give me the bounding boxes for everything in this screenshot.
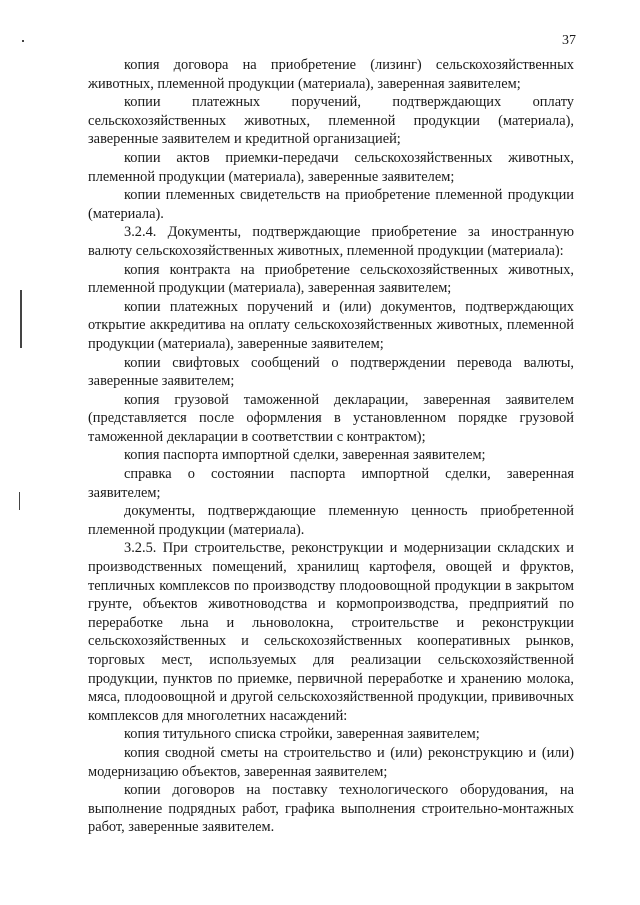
paragraph-supply-contracts: копии договоров на поставку технологического оборудования, на выполнение подрядных работ, графика выполнения строительно-монтажных работ, заверенные заявителем. (88, 782, 574, 836)
paragraph-acceptance-acts: копии актов приемки-передачи сельскохозяйственных животных, племенной продукции (материала), заверенные заявителем; (88, 149, 574, 185)
paragraph-letter-of-credit: копии платежных поручений и (или) документов, подтверждающих открытие аккредитива на оплату сельскохозяйственных животных, племенной продукции (материала), заверенные заявителем; (88, 298, 574, 352)
paragraph-section-3-2-4: 3.2.4. Документы, подтверждающие приобретение за иностранную валюту сельскохозяйственных животных, племенной продукции (материала): (88, 224, 574, 259)
paragraph-swift-messages: копии свифтовых сообщений о подтверждении перевода валюты, заверенные заявителем; (88, 354, 574, 390)
page-number: 37 (562, 33, 576, 48)
paragraph-contract-copy: копия контракта на приобретение сельскохозяйственных животных, племенной продукции (материала), заверенная заявителем; (88, 261, 574, 297)
scan-artifact-dot (22, 40, 24, 42)
paragraph-summary-estimate: копия сводной сметы на строительство и (или) реконструкцию и (или) модернизацию объектов, заверенная заявителем; (88, 744, 574, 780)
paragraph-section-3-2-5: 3.2.5. При строительстве, реконструкции и модернизации складских и производственных помещений, хранилищ картофеля, овощей и фруктов, тепличных комплексов по производству плодоовощной продукции в закрытом грунте, объектов животноводства и кормопроизводства, предприятий по переработке льна и льноволокна, строительстве и реконструкции сельскохозяйственных и сельскохозяйственных кооперативных рынков, торговых мест, используемых для реализации сельскохозяйственной продукции, пунктов по приемке, первичной переработке и хранению молока, мяса, плодоовощной и другой сельскохозяйственной продукции, прививочных комплексов для многолетних насаждений: (88, 540, 574, 724)
paragraph-import-passport: копия паспорта импортной сделки, заверенная заявителем; (124, 447, 486, 464)
paragraph-passport-status: справка о состоянии паспорта импортной сделки, заверенная заявителем; (88, 466, 574, 501)
paragraph-customs-declaration: копия грузовой таможенной декларации, заверенная заявителем (представляется после оформления в установленном порядке грузовой таможенной декларации в соответствии с контрактом); (88, 391, 574, 445)
paragraph-title-list: копия титульного списка стройки, заверенная заявителем; (124, 726, 480, 743)
scan-artifact-line (19, 492, 20, 510)
paragraph-breeding-certificates: копии племенных свидетельств на приобретение племенной продукции (материала). (88, 187, 574, 222)
document-body (88, 56, 574, 837)
paragraph-payment-orders: копии платежных поручений, подтверждающих оплату сельскохозяйственных животных, племенной продукции (материала), заверенные заявителем и кредитной организацией; (88, 94, 574, 148)
paragraph-breeding-value: документы, подтверждающие племенную ценность приобретенной племенной продукции (материала). (88, 503, 574, 538)
scan-artifact-line (20, 290, 22, 348)
paragraph-lease-contract: копия договора на приобретение (лизинг) сельскохозяйственных животных, племенной продукции (материала), заверенная заявителем; (88, 57, 574, 92)
